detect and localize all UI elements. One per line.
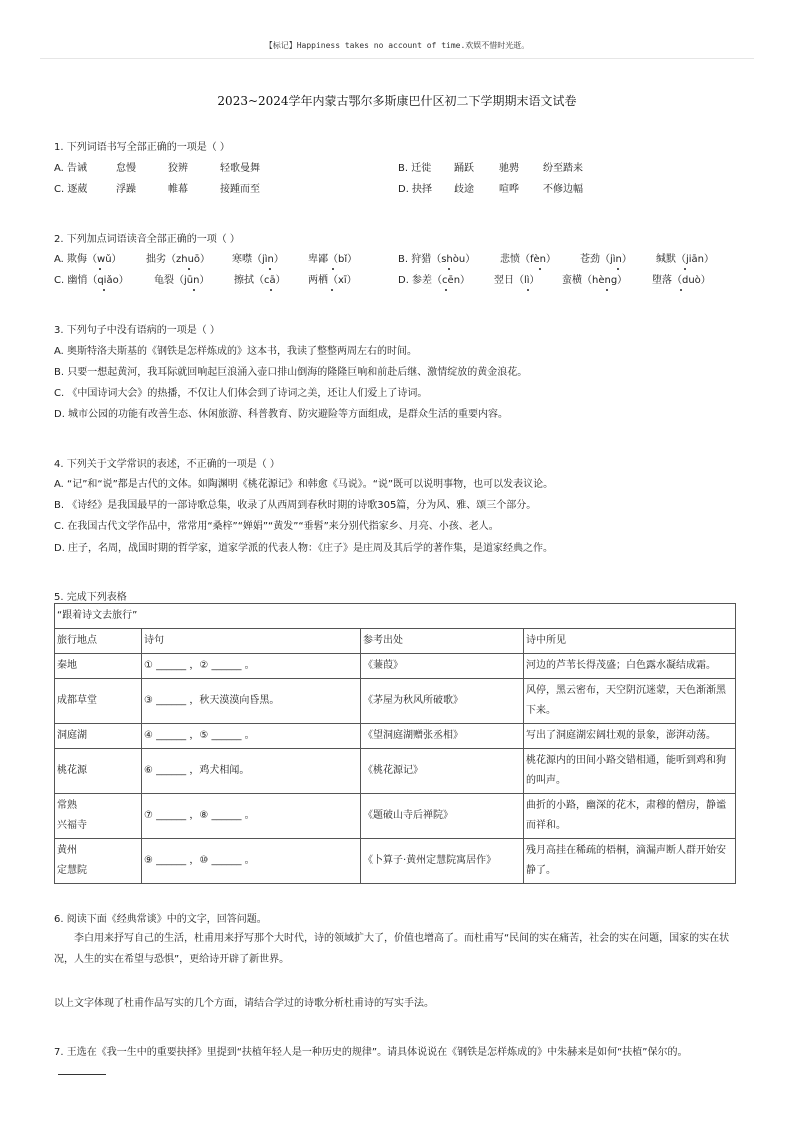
q1-option-c[interactable]	[54, 180, 260, 195]
q2-c-word4: 两栖（xī）	[308, 271, 357, 286]
cell-location: 秦地	[55, 654, 142, 679]
q1-b-word4: 纷至踏来	[543, 163, 583, 174]
cell-location: 桃花源	[55, 749, 142, 794]
cell-source: 《茅屋为秋风所破歌》	[361, 679, 524, 724]
cell-verse-blank[interactable]: ① ______ ，② ______ 。	[142, 654, 361, 679]
q2-b-word3: 苍劲（jìn）	[580, 250, 656, 265]
cell-verse-blank[interactable]: ④ ______ ，⑤ ______ 。	[142, 724, 361, 749]
q2-c-word2: 龟裂（jūn）	[154, 271, 234, 286]
q2-option-c[interactable]	[54, 271, 357, 286]
q1-d-word1: D. 抉择	[398, 184, 433, 195]
cell-location: 黄州 定慧院	[55, 839, 142, 884]
table-row	[55, 654, 736, 679]
q1-option-d[interactable]	[398, 180, 583, 195]
cell-location: 成都草堂	[55, 679, 142, 724]
q2-a-word4: 卑鄙（bǐ）	[308, 250, 357, 265]
header-divider	[40, 58, 754, 59]
q2-c-word1: C. 幽悄（qiǎo）	[54, 271, 154, 286]
cell-scene: 风停，黑云密布，天空阴沉迷蒙，天色渐渐黑下来。	[524, 679, 736, 724]
q1-d-word4: 不修边幅	[543, 184, 583, 195]
q2-b-word1: B. 狩猎（shòu）	[398, 250, 500, 265]
q3-option-b[interactable]: B. 只要一想起黄河，我耳际就回响起巨浪涌入壶口排山倒海的隆隆巨响和前赴后继、激情绽放的黄金浪花。	[54, 367, 528, 378]
q2-option-a[interactable]	[54, 250, 357, 265]
q1-a-word3: 狡辨	[168, 163, 188, 174]
q1-b-word3: 驰骋	[499, 163, 519, 174]
q6-question: 以上文字体现了杜甫作品写实的几个方面，请结合学过的诗歌分析杜甫诗的写实手法。	[54, 998, 434, 1009]
q1-c-word2: 浮躁	[116, 184, 136, 195]
table-row	[55, 679, 736, 724]
cell-verse-blank[interactable]: ⑨ ______ ，⑩ ______ 。	[142, 839, 361, 884]
table-row	[55, 724, 736, 749]
q1-c-word1: C. 逐葳	[54, 184, 88, 195]
cell-source: 《卜算子·黄州定慧院寓居作》	[361, 839, 524, 884]
cell-location: 洞庭湖	[55, 724, 142, 749]
table-title: “跟着诗文去旅行”	[55, 604, 736, 629]
q2-d-word2: 翌日（lì）	[494, 271, 562, 286]
table-row	[55, 794, 736, 839]
q2-a-word3: 寒噤（jìn）	[232, 250, 308, 265]
q1-d-word2: 歧途	[454, 184, 474, 195]
q3-option-a[interactable]: A. 奥斯特洛夫斯基的《钢铁是怎样炼成的》这本书，我读了整整两周左右的时间。	[54, 346, 418, 357]
cell-source: 《题破山寺后禅院》	[361, 794, 524, 839]
cell-verse-blank[interactable]: ⑥ ______ ，鸡犬相闻。	[142, 749, 361, 794]
answer-blank-line[interactable]	[58, 1074, 106, 1075]
q1-a-word2: 怠慢	[116, 163, 136, 174]
table-row	[55, 839, 736, 884]
header-verse: 诗句	[142, 629, 361, 654]
cell-scene: 河边的芦苇长得茂盛；白色露水凝结成霜。	[524, 654, 736, 679]
q3-option-d[interactable]: D. 城市公园的功能有改善生态、休闲旅游、科普教育、防灾避险等方面组成，是群众生活的重要内容。	[54, 409, 509, 420]
q1-d-word3: 喧哗	[499, 184, 519, 195]
q6-passage: 李白用来抒写自己的生活，杜甫用来抒写那个大时代，诗的领域扩大了，价值也增高了。而杜甫写“民间的实在痛苦，社会的实在问题，国家的实在状况，人生的实在希望与恐惧”，更给诗开辟了新世界。	[54, 933, 730, 965]
q2-c-word3: 擦拭（cā）	[234, 271, 308, 286]
page-header: 【标记】Happiness takes no account of time.欢娱不惜时光逝。	[264, 41, 530, 50]
q1-b-word2: 踊跃	[454, 163, 474, 174]
q2-b-word2: 悲愤（fèn）	[500, 250, 580, 265]
q4-option-b[interactable]: B. 《诗经》是我国最早的一部诗歌总集，收录了从西周到春秋时期的诗歌305篇，分为风、雅、颂三个部分。	[54, 500, 537, 511]
q1-stem: 1. 下列词语书写全部正确的一项是（ ）	[54, 142, 230, 153]
q2-option-d[interactable]	[398, 271, 711, 286]
table-header-row	[55, 629, 736, 654]
table-row	[55, 749, 736, 794]
exam-title: 2023~2024学年内蒙古鄂尔多斯康巴什区初二下学期期末语文试卷	[217, 94, 577, 108]
poem-travel-table	[54, 603, 736, 884]
cell-source: 《蒹葭》	[361, 654, 524, 679]
cell-verse-blank[interactable]: ⑦ ______ ，⑧ ______ 。	[142, 794, 361, 839]
header-scene: 诗中所见	[524, 629, 736, 654]
q2-stem: 2. 下列加点词语读音全部正确的一项（ ）	[54, 234, 240, 245]
q2-option-b[interactable]	[398, 250, 714, 265]
header-location: 旅行地点	[55, 629, 142, 654]
q4-option-c[interactable]: C. 在我国古代文学作品中，常常用“桑梓”“婵娟”“黄发”“垂髫”来分别代指家乡、月亮、小孩、老人。	[54, 521, 499, 532]
q1-b-word1: B. 迁徙	[398, 163, 432, 174]
cell-location: 常熟 兴福寺	[55, 794, 142, 839]
q2-d-word3: 蛮横（hèng）	[562, 271, 652, 286]
q4-stem: 4. 下列关于文学常识的表述，不正确的一项是（ ）	[54, 459, 280, 470]
cell-verse-blank[interactable]: ③ ______ ，秋天漠漠向昏黑。	[142, 679, 361, 724]
cell-scene: 桃花源内的田间小路交错相通，能听到鸡和狗的叫声。	[524, 749, 736, 794]
q2-d-word1: D. 参差（cēn）	[398, 271, 494, 286]
header-source: 参考出处	[361, 629, 524, 654]
q7-stem: 7. 王选在《我一生中的重要抉择》里提到“扶植年轻人是一种历史的规律”。请具体说说在《钢铁是怎样炼成的》中朱赫来是如何“扶植”保尔的。	[54, 1047, 688, 1058]
q1-c-word4: 接踵而至	[220, 184, 260, 195]
q3-option-c[interactable]: C. 《中国诗词大会》的热播，不仅让人们体会到了诗词之美，还让人们爱上了诗词。	[54, 388, 428, 399]
cell-scene: 残月高挂在稀疏的梧桐，滴漏声断人群开始安静了。	[524, 839, 736, 884]
q5-stem: 5. 完成下列表格	[54, 592, 127, 603]
q2-a-word1: A. 欺侮（wǔ）	[54, 250, 146, 265]
q4-option-a[interactable]: A. “记”和“说”都是古代的文体。如陶渊明《桃花源记》和韩愈《马说》。“说”既可以说明事物，也可以发表议论。	[54, 479, 554, 490]
q2-d-word4: 堕落（duò）	[652, 271, 711, 286]
cell-source: 《桃花源记》	[361, 749, 524, 794]
q2-b-word4: 缄默（jiān）	[656, 250, 714, 265]
cell-scene: 曲折的小路，幽深的花木，肃穆的僧房，静谧而祥和。	[524, 794, 736, 839]
q1-c-word3: 帷幕	[168, 184, 188, 195]
q3-stem: 3. 下列句子中没有语病的一项是（ ）	[54, 325, 220, 336]
q4-option-d[interactable]: D. 庄子，名周，战国时期的哲学家，道家学派的代表人物：《庄子》是庄周及其后学的著作集，是道家经典之作。	[54, 543, 554, 554]
cell-source: 《望洞庭湖赠张丞相》	[361, 724, 524, 749]
q1-option-b[interactable]	[398, 159, 583, 174]
q6-stem: 6. 阅读下面《经典常谈》中的文字，回答问题。	[54, 914, 267, 925]
q1-option-a[interactable]	[54, 159, 260, 174]
q2-a-word2: 拙劣（zhuō）	[146, 250, 232, 265]
cell-scene: 写出了洞庭湖宏阔壮观的景象，澎湃动荡。	[524, 724, 736, 749]
q1-a-word1: A. 告诫	[54, 163, 88, 174]
q1-a-word4: 轻歌曼舞	[220, 163, 260, 174]
